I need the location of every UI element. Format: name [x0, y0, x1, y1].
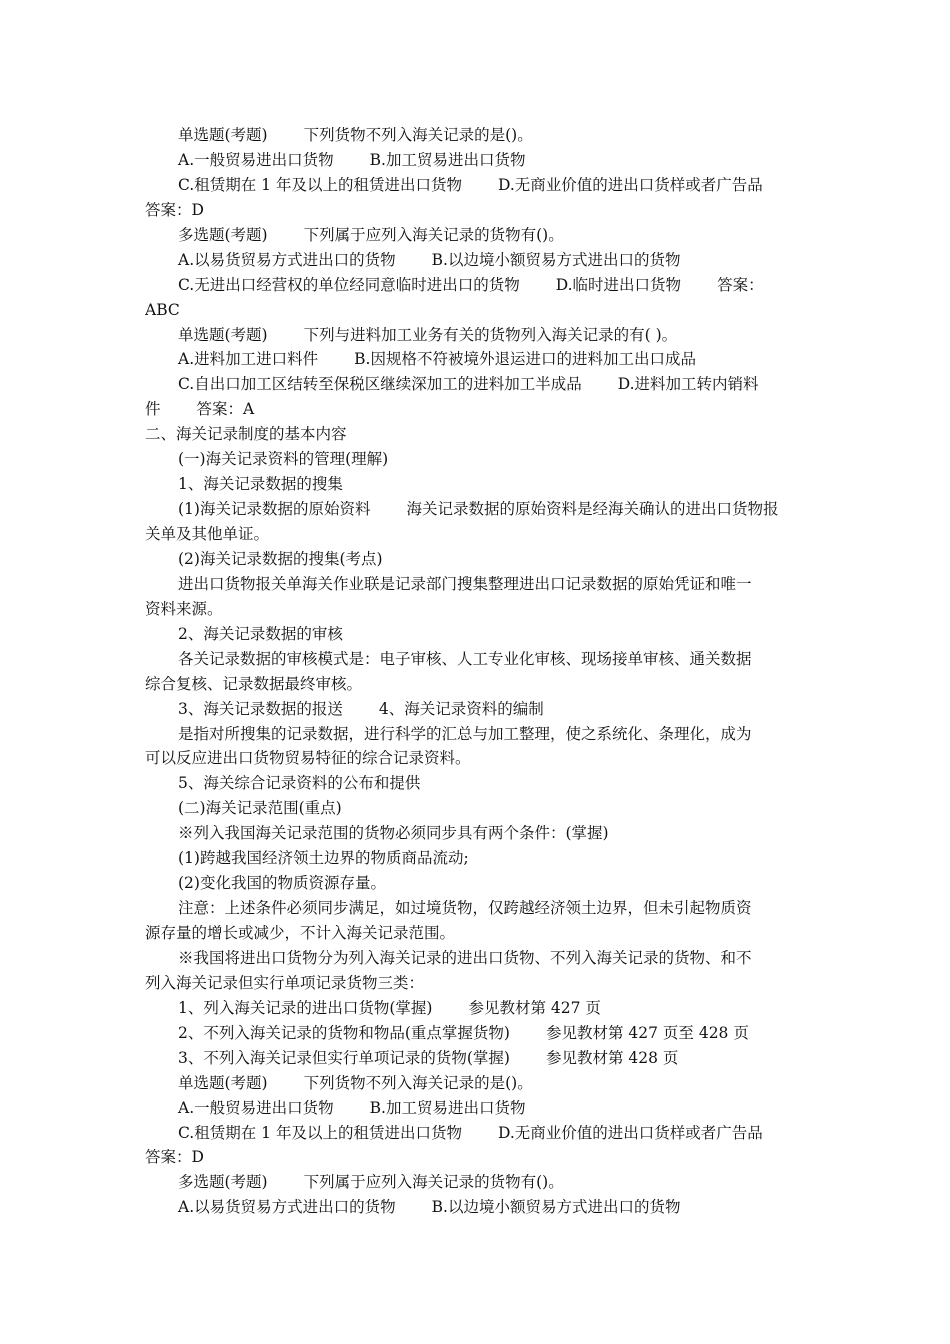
text-segment: 注意：上述条件必须同步满足，如过境货物，仅跨越经济领土边界，但未引起物质资: [178, 899, 752, 918]
text-line: [145, 1021, 805, 1046]
text-segment: 单选题(考题): [178, 325, 268, 344]
text-segment: A.进料加工进口料件: [178, 350, 319, 369]
text-line: [145, 347, 805, 372]
text-line: [145, 771, 805, 796]
text-line: [145, 522, 805, 547]
text-segment: (1)海关记录数据的原始资料: [178, 500, 371, 519]
text-line: [145, 422, 805, 447]
text-line: [145, 273, 805, 298]
text-segment: 1、列入海关记录的进出口货物(掌握): [178, 998, 433, 1017]
text-segment: 多选题(考题): [178, 1173, 268, 1192]
text-segment: (一)海关记录资料的管理(理解): [178, 450, 389, 469]
text-segment: 答案：: [717, 275, 764, 294]
text-line: [145, 298, 805, 323]
text-line: [145, 372, 805, 397]
text-line: [145, 1145, 805, 1170]
text-segment: 二、海关记录制度的基本内容: [145, 425, 347, 444]
text-segment: A.一般贸易进出口货物: [178, 1098, 334, 1117]
text-segment: B.以边境小额贸易方式进出口的货物: [431, 1198, 681, 1217]
text-line: [145, 1121, 805, 1146]
text-line: [145, 472, 805, 497]
text-segment: D.临时进出口货物: [555, 275, 682, 294]
text-line: [145, 746, 805, 771]
text-segment: A.以易货贸易方式进出口的货物: [178, 250, 396, 269]
text-line: [145, 123, 805, 148]
text-line: [145, 597, 805, 622]
text-line: [145, 921, 805, 946]
text-segment: 下列货物不列入海关记录的是()。: [303, 1073, 533, 1092]
text-segment: C.租赁期在 1 年及以上的租赁进出口货物: [178, 1123, 462, 1142]
text-line: [145, 971, 805, 996]
text-segment: A.一般贸易进出口货物: [178, 150, 334, 169]
text-segment: 件: [145, 400, 161, 419]
text-line: [145, 547, 805, 572]
text-segment: 1、海关记录数据的搜集: [178, 475, 343, 494]
text-line: [145, 622, 805, 647]
text-segment: 源存量的增长或减少，不计入海关记录范围。: [145, 924, 456, 942]
text-line: [145, 697, 805, 722]
text-segment: 3、海关记录数据的报送: [178, 699, 343, 718]
text-line: [145, 996, 805, 1021]
text-line: [145, 397, 805, 422]
text-segment: 综合复核、记录数据最终审核。: [145, 674, 363, 693]
text-segment: 答案：D: [145, 200, 204, 219]
text-segment: 单选题(考题): [178, 1073, 268, 1092]
text-line: [145, 447, 805, 472]
text-segment: C.租赁期在 1 年及以上的租赁进出口货物: [178, 175, 462, 194]
text-segment: 各关记录数据的审核模式是：电子审核、人工专业化审核、现场接单审核、通关数据: [178, 649, 752, 668]
text-segment: C.自出口加工区结转至保税区继续深加工的进料加工半成品: [178, 375, 582, 394]
text-segment: B.因规格不符被境外退运进口的进料加工出口成品: [354, 350, 696, 369]
text-line: [145, 821, 805, 846]
text-line: [145, 173, 805, 198]
text-segment: 进出口货物报关单海关作业联是记录部门搜集整理进出口记录数据的原始凭证和唯一: [178, 574, 752, 593]
text-segment: 参见教材第 427 页: [468, 998, 601, 1017]
text-segment: 5、海关综合记录资料的公布和提供: [178, 774, 421, 793]
text-segment: B.加工贸易进出口货物: [369, 150, 526, 169]
text-segment: 参见教材第 427 页至 428 页: [545, 1023, 749, 1042]
text-line: [145, 323, 805, 348]
text-segment: ABC: [145, 300, 180, 319]
text-line: [145, 1195, 805, 1220]
text-segment: 答案：A: [196, 400, 255, 419]
text-line: [145, 198, 805, 223]
text-segment: 下列属于应列入海关记录的货物有()。: [303, 1173, 564, 1192]
text-line: [145, 248, 805, 273]
text-segment: D.进料加工转内销料: [617, 375, 759, 394]
text-segment: 关单及其他单证。: [145, 525, 270, 543]
text-segment: D.无商业价值的进出口货样或者广告品: [497, 175, 763, 194]
text-segment: B.加工贸易进出口货物: [369, 1098, 526, 1117]
text-line: [145, 572, 805, 597]
text-segment: (2)变化我国的物质资源存量。: [178, 874, 386, 893]
text-segment: C.无进出口经营权的单位经同意临时进出口的货物: [178, 275, 520, 294]
text-line: [145, 1046, 805, 1071]
text-segment: (2)海关记录数据的搜集(考点): [178, 549, 383, 568]
text-segment: 资料来源。: [145, 599, 223, 618]
text-segment: ※列入我国海关记录范围的货物必须同步具有两个条件：(掌握): [178, 824, 609, 843]
text-segment: 可以反应进出口货物贸易特征的综合记录资料。: [145, 749, 471, 768]
text-segment: (1)跨越我国经济领土边界的物质商品流动;: [178, 849, 469, 868]
text-segment: 多选题(考题): [178, 225, 268, 244]
text-line: [145, 148, 805, 173]
text-line: [145, 1071, 805, 1096]
text-segment: 下列货物不列入海关记录的是()。: [303, 126, 533, 144]
text-segment: 海关记录数据的原始资料是经海关确认的进出口货物报: [406, 500, 779, 519]
text-segment: 单选题(考题): [178, 126, 268, 144]
text-line: [145, 796, 805, 821]
text-segment: D.无商业价值的进出口货样或者广告品: [497, 1123, 763, 1142]
text-segment: 下列属于应列入海关记录的货物有()。: [303, 225, 564, 244]
text-segment: 2、海关记录数据的审核: [178, 624, 343, 643]
text-segment: ※我国将进出口货物分为列入海关记录的进出口货物、不列入海关记录的货物、和不: [178, 948, 752, 967]
text-line: [145, 1170, 805, 1195]
text-segment: 答案：D: [145, 1148, 204, 1167]
text-line: [145, 497, 805, 522]
text-line: [145, 1096, 805, 1121]
text-line: [145, 946, 805, 971]
text-line: [145, 896, 805, 921]
text-segment: A.以易货贸易方式进出口的货物: [178, 1198, 396, 1217]
text-line: [145, 223, 805, 248]
text-segment: (二)海关记录范围(重点): [178, 799, 342, 818]
text-segment: 4、海关记录资料的编制: [378, 699, 544, 718]
text-segment: B.以边境小额贸易方式进出口的货物: [431, 250, 681, 269]
text-segment: 下列与进料加工业务有关的货物列入海关记录的有( )。: [303, 325, 678, 344]
text-line: [145, 871, 805, 896]
text-segment: 是指对所搜集的记录数据，进行科学的汇总与加工整理，使之系统化、条理化，成为: [178, 724, 752, 743]
text-segment: 列入海关记录但实行单项记录货物三类：: [145, 973, 425, 992]
text-segment: 参见教材第 428 页: [545, 1048, 679, 1067]
text-segment: 2、不列入海关记录的货物和物品(重点掌握货物): [178, 1023, 510, 1042]
text-line: [145, 722, 805, 747]
text-line: [145, 647, 805, 672]
text-line: [145, 846, 805, 871]
text-line: [145, 672, 805, 697]
text-segment: 3、不列入海关记录但实行单项记录的货物(掌握): [178, 1048, 510, 1067]
